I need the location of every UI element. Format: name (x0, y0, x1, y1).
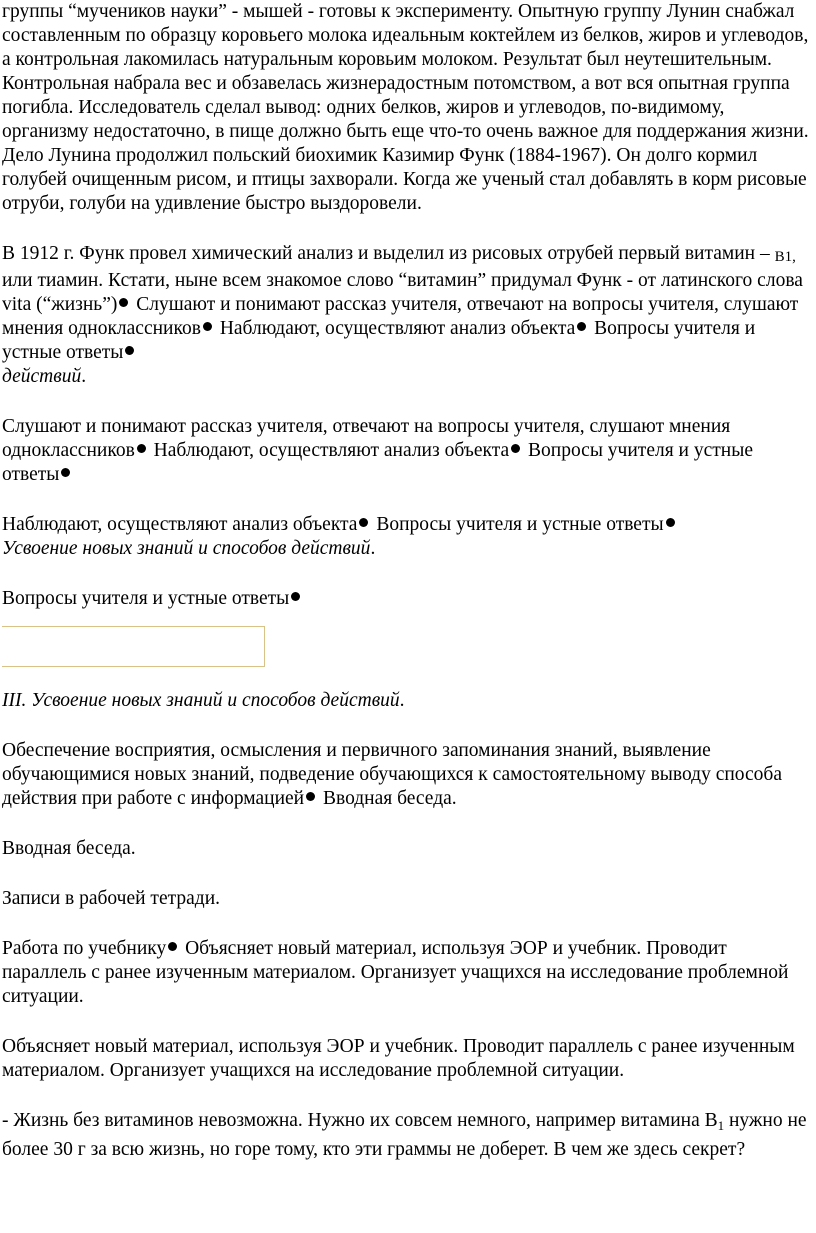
paragraph-observe-questions: Наблюдают, осуществляют анализ объекта Вопросы учителя и устные ответы Усвоение новых знаний и способов действий. (2, 513, 814, 561)
text-ensuring: Обеспечение восприятия, осмысления и первичного запоминания знаний, выявление обучающимися новых знаний, подведение обучающихся к самостоятельному выводу способа действия при работе с информацией (2, 740, 783, 809)
text-funk-vita: или тиамин. Кстати, ныне всем знакомое слово “витамин” придумал Функ - от латинского слова vita (“жизнь”) (2, 270, 803, 315)
bullet-icon (61, 468, 70, 477)
section-heading: III. Усвоение новых знаний и способов действий. (2, 690, 405, 711)
paragraph-funk-vitamin: В 1912 г. Функ провел химический анализ и выделил из рисовых отрубей первый витамин – B1, или тиамин. Кстати, ныне всем знакомое слово “витамин” придумал Функ - от латинского слова vita (“жизнь”) Слушают и понимают рассказ учителя, отвечают на вопросы учителя, слушают мнения одноклассников Наблюдают, осуществляют анализ объекта Вопросы учителя и устные ответы действий. (2, 243, 803, 387)
paragraph-vitamin-question (2, 1109, 814, 1162)
bullet-icon (511, 444, 520, 453)
bullet-icon (125, 346, 134, 355)
paragraph-intro-talk: Вводная беседа. (2, 838, 136, 859)
paragraph-explains: Объясняет новый материал, используя ЭОР и учебник. Проводит параллель с ранее изученным материалом. Организует учащихся на исследование проблемной ситуации. (2, 1036, 795, 1081)
empty-table-cell (2, 626, 265, 667)
text-mastering-italic: Усвоение новых знаний и способов действий (2, 538, 371, 559)
bullet-icon (359, 518, 368, 527)
bullet-icon (168, 942, 177, 951)
text-questions-answers: Вопросы учителя и устные ответы (2, 318, 756, 363)
text-actions-italic: действий (2, 366, 82, 387)
bullet-icon (666, 518, 675, 527)
text-funk-intro: В 1912 г. Функ провел химический анализ и выделил из рисовых отрубей первый витамин – (2, 243, 775, 264)
paragraph-lunin-experiment: группы “мучеников науки” - мышей - готовы к эксперименту. Опытную группу Лунин снабжал составленным по образцу коровьего молока идеальным коктейлем из белков, жиров и углеводов, а контрольная лакомилась натуральным коровьим молоком. Результат был неутешительным. Контрольная набрала вес и обзавелась жизнерадостным потомством, а вот вся опытная группа погибла. Исследователь сделал вывод: одних белков, жиров и углеводов, по-видимому, организму недостаточно, в пище должно быть еще что-то очень важное для поддержания жизни. Дело Лунина продолжил польский биохимик Казимир Функ (1884-1967). Он долго кормил голубей очищенным рисом, и птицы захворали. Когда же ученый стал добавлять в корм рисовые отруби, голуби на удивление быстро выздоровели. (2, 1, 809, 214)
bullet-icon (203, 322, 212, 331)
text-observe-analyze: Наблюдают, осуществляют анализ объекта (214, 318, 576, 339)
text-b1-subscript: B1, (774, 249, 796, 265)
paragraph-ensuring-perception (2, 739, 814, 811)
heading-text: III. Усвоение новых знаний и способов действий (2, 690, 400, 711)
bullet-icon (137, 444, 146, 453)
text-questions-answers: Вопросы учителя и устные ответы (2, 440, 753, 485)
bullet-icon (577, 322, 586, 331)
text-intro-talk: Вводная беседа. (318, 788, 457, 809)
text-observe-analyze: Наблюдают, осуществляют анализ объекта (148, 440, 510, 461)
text-observe-analyze: Наблюдают, осуществляют анализ объекта (2, 514, 358, 535)
text-life-vitamins: - Жизнь без витаминов невозможна. Нужно их совсем немного, например витамина В (2, 1110, 718, 1131)
paragraph-questions (2, 587, 814, 611)
paragraph-listen-observe (2, 415, 814, 487)
text-secret: нужно не более 30 г за всю жизнь, но горе тому, кто эти граммы не доберет. В чем же здесь секрет? (2, 1110, 807, 1160)
bullet-icon (291, 592, 300, 601)
text-questions-answers: Вопросы учителя и устные ответы (371, 514, 664, 535)
text-listen-answer: Слушают и понимают рассказ учителя, отвечают на вопросы учителя, слушают мнения одноклассников (2, 416, 731, 461)
text-explains: Объясняет новый материал, используя ЭОР и учебник. Проводит параллель с ранее изученным материалом. Организует учащихся на исследование проблемной ситуации. (2, 938, 789, 1007)
paragraph-workbook-notes: Записи в рабочей тетради. (2, 888, 221, 909)
bullet-icon (306, 792, 315, 801)
paragraph-textbook-work (2, 937, 814, 1009)
bullet-icon (119, 298, 128, 307)
text-questions-answers: Вопросы учителя и устные ответы (2, 588, 290, 609)
text-textbook: Работа по учебнику (2, 938, 167, 959)
text-subscript-1: 1 (717, 1118, 725, 1133)
text-listen-answer: Слушают и понимают рассказ учителя, отвечают на вопросы учителя, слушают мнения одноклассников (2, 294, 799, 339)
